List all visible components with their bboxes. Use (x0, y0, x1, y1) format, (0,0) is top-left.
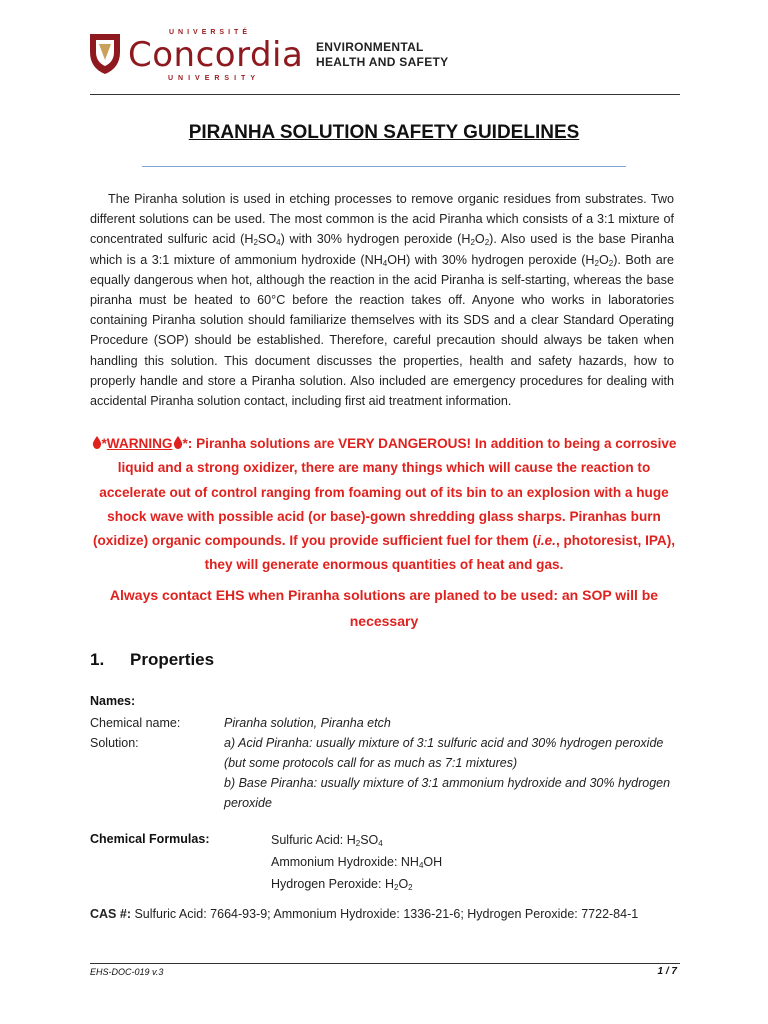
logo-universite: UNIVERSITÉ (168, 29, 251, 36)
formula-sub: 2 (355, 839, 361, 848)
warning-text: : Piranha solutions are VERY DANGEROUS! In addition to being a corrosive liquid and a strong oxidizer, there are many things which will cause the reaction to accelerate out of control ranging from foaming out of its bin to an explosion with a huge shock wave with possible acid (or base)-gown shredding glass sharps. Piranhas burn (oxidize) organic compounds. If you provide sufficient fuel for them ( (92, 436, 677, 549)
formula-sub: 2 (408, 883, 413, 892)
formula-sub: 4 (418, 861, 424, 870)
intro-text-1: The Piranha solution is used in etching processes to remove organic residues from substrates. Two different solutions can be used. The most common is the acid Piranha which consists of a 3:1 mixture of concentrated sulfuric acid (H (90, 192, 674, 247)
intro-sub: 2 (470, 238, 475, 248)
warning-drop-icon-2: * (173, 436, 188, 451)
title-divider (142, 166, 626, 167)
formula-peroxide (271, 873, 442, 895)
concordia-logo (88, 28, 304, 88)
page-number: 1 / 7 (657, 966, 677, 977)
formula-sub: 4 (378, 839, 383, 848)
chemical-name-value: Piranha solution, Piranha etch (224, 716, 391, 730)
intro-sub: 4 (276, 238, 281, 248)
section-heading (90, 650, 214, 670)
footer-divider (90, 963, 680, 964)
warning-block (90, 432, 678, 578)
formula-text: Ammonium Hydroxide: NH (271, 855, 419, 869)
solution-a: a) Acid Piranha: usually mixture of 3:1 sulfuric acid and 30% hydrogen peroxide (but some protocols call for as much as 7:1 mixtures) (224, 736, 664, 770)
chemical-formulas-label: Chemical Formulas: (90, 832, 210, 846)
warning-text-end: , photoresist, IPA), they will generate enormous quantities of heat and gas. (204, 533, 676, 573)
intro-text-2: SO (257, 232, 277, 247)
solution-b: b) Base Piranha: usually mixture of 3:1 ammonium hydroxide and 30% hydrogen peroxide (224, 776, 671, 810)
dept-line-2: HEALTH AND SAFETY (316, 55, 449, 69)
dept-line-1: ENVIRONMENTAL (316, 40, 424, 54)
intro-text-7: O (598, 252, 609, 267)
intro-text-6: OH) with 30% hydrogen peroxide (H (387, 252, 595, 267)
section-number: 1. (90, 650, 105, 669)
logo-name: Concordia (128, 35, 304, 75)
warning-drop-icon: * (92, 436, 107, 451)
formula-text: Hydrogen Peroxide: H (271, 877, 394, 891)
intro-sub: 2 (594, 258, 599, 268)
chemical-formulas-list (271, 829, 442, 895)
cas-text: Sulfuric Acid: 7664-93-9; Ammonium Hydroxide: 1336-21-6; Hydrogen Peroxide: 7722-84-1 (130, 907, 639, 921)
solution-label: Solution: (90, 736, 139, 750)
document-code: EHS-DOC-019 v.3 (90, 967, 164, 977)
document-title: PIRANHA SOLUTION SAFETY GUIDELINES (188, 122, 580, 143)
warning-ie: i.e. (537, 533, 556, 549)
intro-sub: 2 (484, 238, 490, 248)
section-title: Properties (130, 650, 215, 669)
logo-university: UNIVERSITY (167, 75, 260, 82)
shield-logo-icon (88, 30, 122, 76)
solution-a-text: Acid Piranha (238, 736, 309, 750)
chemical-name-label: Chemical name: (90, 716, 181, 730)
formula-text: Sulfuric Acid: H (271, 833, 356, 847)
formula-ammonium (271, 851, 442, 873)
intro-paragraph (90, 189, 674, 411)
cas-label: CAS #: (90, 907, 131, 921)
intro-text-5: ). Also used is the base Piranha which is a 3:1 mixture of ammonium hydroxide (NH (90, 232, 674, 267)
intro-sub: 2 (253, 238, 258, 248)
intro-text-8: ). Both are equally dangerous when hot, although the reaction in the acid Piranha is self-starting, whereas the base piranha must be heated to 60°C before the reaction takes off. Anyone who works in laboratories containing Piranha solution should familiarize themselves with its SDS and a clear Standard Operating Procedure (SOP) should be established. Therefore, careful precaution should always be taken when handling this solution. This document discusses the properties, health and safety hazards, how to properly handle and store a Piranha solution. Also included are emergency procedures for dealing with accidental Piranha solution contact, including first aid treatment information. (90, 252, 674, 409)
formula-sub: 2 (393, 883, 399, 892)
intro-sub: 2 (608, 258, 614, 268)
contact-ehs-notice: Always contact EHS when Piranha solutions are planed to be used: an SOP will be necessary (109, 587, 659, 629)
formula-text: OH (423, 855, 443, 869)
formula-sulfuric (271, 829, 442, 851)
intro-text-3: ) with 30% hydrogen peroxide (H (280, 232, 471, 247)
names-label: Names: (90, 694, 136, 708)
intro-text-4: O (474, 232, 485, 247)
formula-text: O (398, 877, 409, 891)
warning-label: WARNING (106, 436, 173, 451)
formula-text: SO (360, 833, 379, 847)
cas-numbers (90, 907, 638, 921)
intro-sub: 4 (382, 258, 388, 268)
department-name (316, 40, 448, 70)
header-divider (90, 94, 680, 95)
